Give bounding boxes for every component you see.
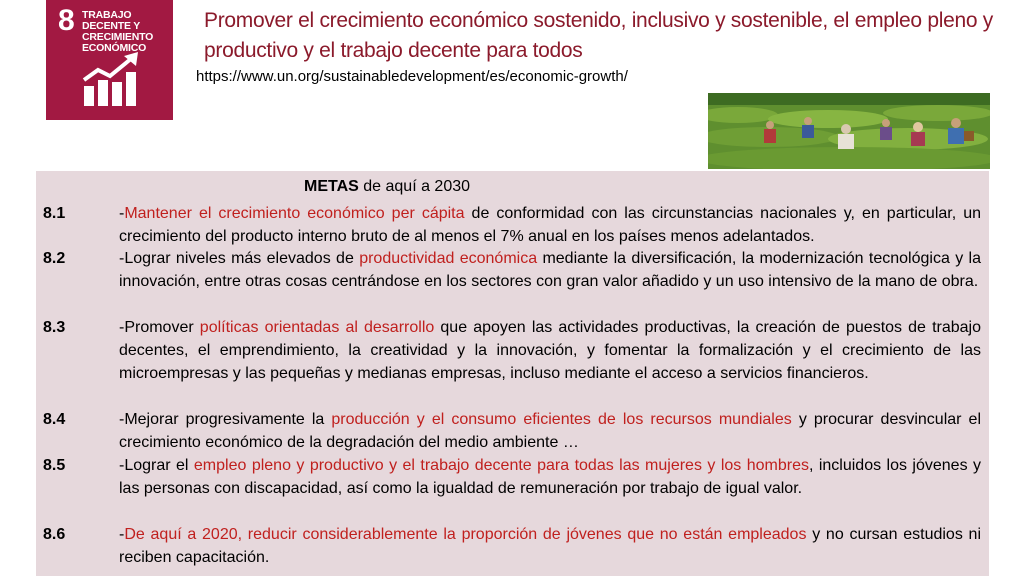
meta-text: -Mantener el crecimiento económico per cápita de conformidad con las circunstancias nacionales y, en particular, un crecimiento del producto interno bruto de al menos el 7% anual en los países menos adelantados. — [119, 205, 982, 245]
meta-highlight: De aquí a 2020, reducir considerablemente la proporción de jóvenes que no están empleados — [124, 526, 807, 543]
sdg-8-badge — [46, 0, 173, 120]
meta-text: -De aquí a 2020, reducir considerablemente la proporción de jóvenes que no están empleados y no cursan estudios ni reciben capacitación. — [119, 526, 982, 566]
meta-text: -Promover políticas orientadas al desarrollo que apoyen las actividades productivas, la creación de puestos de trabajo decentes, el emprendimiento, la creatividad y la innovación, y fomentar la formalización y el crecimiento de las microempresas y las pequeñas y medianas empresas, incluso mediante el acceso a servicios financieros. — [119, 319, 981, 382]
meta-highlight: políticas orientadas al desarrollo — [199, 319, 435, 336]
metas-heading-date: de aquí a 2030 — [358, 178, 471, 195]
tea-plantation-photo — [708, 93, 990, 169]
meta-highlight: producción y el consumo eficientes de los recursos mundiales — [331, 411, 792, 428]
metas-heading — [304, 178, 470, 196]
metas-heading-label: METAS — [304, 178, 359, 195]
growth-chart-icon — [80, 52, 144, 108]
meta-highlight: Mantener el crecimiento económico per cápita — [124, 205, 465, 222]
metas-panel — [36, 171, 989, 576]
meta-number: 8.1 — [43, 205, 66, 222]
meta-text: -Mejorar progresivamente la producción y el consumo eficientes de los recursos mundiales y procurar desvincular el crecimiento económico de la degradación del medio ambiente … — [119, 411, 981, 451]
meta-number: 8.5 — [43, 457, 66, 474]
meta-text: -Lograr niveles más elevados de productividad económica mediante la diversificación, la modernización tecnológica y la innovación, entre otras cosas centrándose en los sectores con gran valor añadido y un uso intensivo de la mano de obra. — [119, 250, 982, 290]
page-title: Promover el crecimiento económico sostenido, inclusivo y sostenible, el empleo pleno y productivo y el trabajo decente para todos — [204, 9, 993, 62]
sdg-number: 8 — [58, 4, 75, 37]
source-url[interactable]: https://www.un.org/sustainabledevelopment/es/economic-growth/ — [196, 68, 628, 85]
meta-highlight: productividad económica — [359, 250, 538, 267]
meta-text: -Lograr el empleo pleno y productivo y el trabajo decente para todas las mujeres y los hombres, incluidos los jóvenes y las personas con discapacidad, así como la igualdad de remuneración por trabajo de igual valor. — [119, 457, 982, 497]
meta-number: 8.6 — [43, 526, 66, 543]
meta-number: 8.3 — [43, 319, 66, 336]
meta-number: 8.4 — [43, 411, 66, 428]
meta-number: 8.2 — [43, 250, 66, 267]
sdg-label: TRABAJO DECENTE Y CRECIMIENTO ECONÓMICO — [82, 9, 154, 54]
meta-highlight: empleo pleno y productivo y el trabajo decente para todas las mujeres y los hombres — [193, 457, 809, 474]
